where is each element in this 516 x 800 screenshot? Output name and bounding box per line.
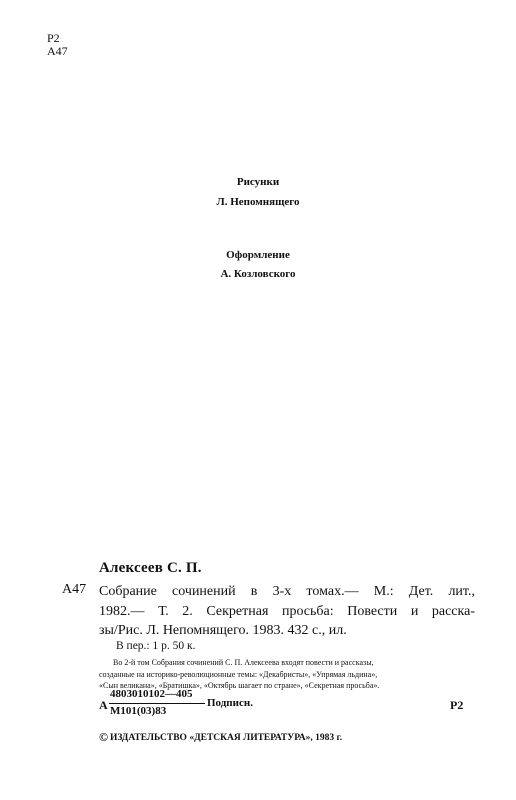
copyright-text: ИЗДАТЕЛЬСТВО «ДЕТСКАЯ ЛИТЕРАТУРА», 1983 г. [109, 733, 343, 743]
catalog-annotation [99, 657, 475, 692]
copyright-icon: © [99, 730, 108, 744]
design-heading: Оформление [226, 249, 290, 261]
annotation-line: «Сын великана», «Братишка», «Октябрь шагает по стране», «Секретная просьба». [99, 681, 380, 690]
annotation-line: созданные на историко-революционные темы: «Декабристы», «Упрямая льдина», [99, 669, 378, 679]
catalog-description [99, 582, 475, 641]
index-denominator: М101(03)83 [110, 705, 167, 717]
class-code-1: Р2 [47, 31, 60, 45]
catalog-right-code: Р2 [450, 698, 464, 712]
index-numerator: 4803010102—405 [110, 688, 193, 700]
index-letter: А [99, 698, 108, 712]
illustrations-heading: Рисунки [236, 176, 280, 188]
catalog-author: Алексеев С. П. [99, 560, 202, 576]
description-line: 1982.— Т. 2. Секретная просьба: Повести и расска- [99, 603, 475, 619]
subscription-label: Подписн. [207, 697, 253, 709]
catalog-marginal-code: А47 [62, 582, 87, 597]
classification-codes [47, 32, 68, 58]
class-code-2: А47 [47, 44, 68, 58]
index-fraction-rule [109, 703, 205, 704]
illustrations-name: Л. Непомнящего [216, 196, 300, 208]
design-name: А. Козловского [220, 268, 296, 280]
copyright-line [99, 730, 342, 745]
catalog-price: В пер.: 1 р. 50 к. [116, 640, 196, 652]
description-line: зы/Рис. Л. Непомнящего. 1983. 432 с., ил. [99, 623, 347, 638]
description-line: Собрание сочинений в 3-х томах.— М.: Дет. лит., [99, 584, 475, 599]
annotation-line: Во 2-й том Собрания сочинений С. П. Алексеева входят повести и рассказы, [113, 658, 374, 667]
